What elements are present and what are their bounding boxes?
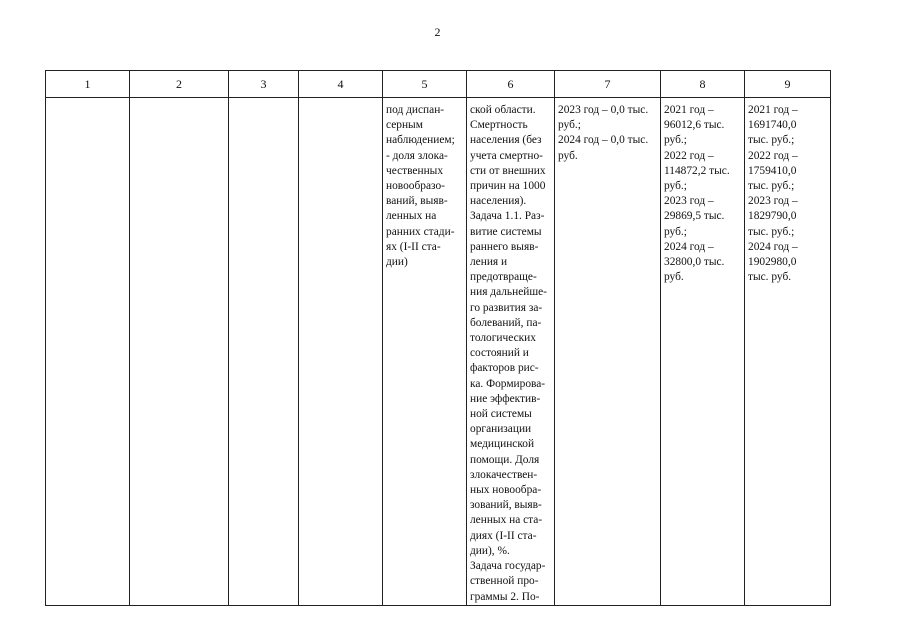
table-cell-8: 2021 год – 96012,6 тыс. руб.; 2022 год – 114872,2 тыс. руб.; 2023 год – 29869,5 тыс. руб.; 2024 год – 32800,0 тыс. руб. [661,98,745,606]
table-cell-7: 2023 год – 0,0 тыс. руб.; 2024 год – 0,0 тыс. руб. [555,98,661,606]
table-cell-9: 2021 год – 1691740,0 тыс. руб.; 2022 год – 1759410,0 тыс. руб.; 2023 год – 1829790,0 тыс. руб.; 2024 год – 1902980,0 тыс. руб. [745,98,831,606]
table-cell-2 [130,98,229,606]
column-header-4: 4 [299,71,383,98]
column-header-8: 8 [661,71,745,98]
column-header-7: 7 [555,71,661,98]
table-cell-1 [46,98,130,606]
table-cell-3 [229,98,299,606]
header-row [46,71,831,98]
column-header-6: 6 [467,71,555,98]
column-header-5: 5 [383,71,467,98]
data-table [45,70,831,606]
column-header-1: 1 [46,71,130,98]
table-cell-4 [299,98,383,606]
column-header-9: 9 [745,71,831,98]
table-row [46,98,831,606]
page-number: 2 [434,25,441,39]
table-cell-6: ской области. Смертность населения (без учета смертно- сти от внешних причин на 1000 населения). Задача 1.1. Раз- витие системы раннего выяв- ления и предотвраще- ния дальнейше- го развития за- болеваний, па- тологических состояний и факторов рис- ка. Формирова- ние эффектив- ной системы организации медицинской помощи. Доля злокачествен- ных новообра- зований, выяв- ленных на ста- диях (I-II ста- дии), %. Задача государ- ственной про- граммы 2. По- [467,98,555,606]
column-header-2: 2 [130,71,229,98]
column-header-3: 3 [229,71,299,98]
table-cell-5: под диспан- серным наблюдением; - доля злока- чественных новообразо- ваний, выяв- ленных на ранних стади- ях (I-II ста- дии) [383,98,467,606]
